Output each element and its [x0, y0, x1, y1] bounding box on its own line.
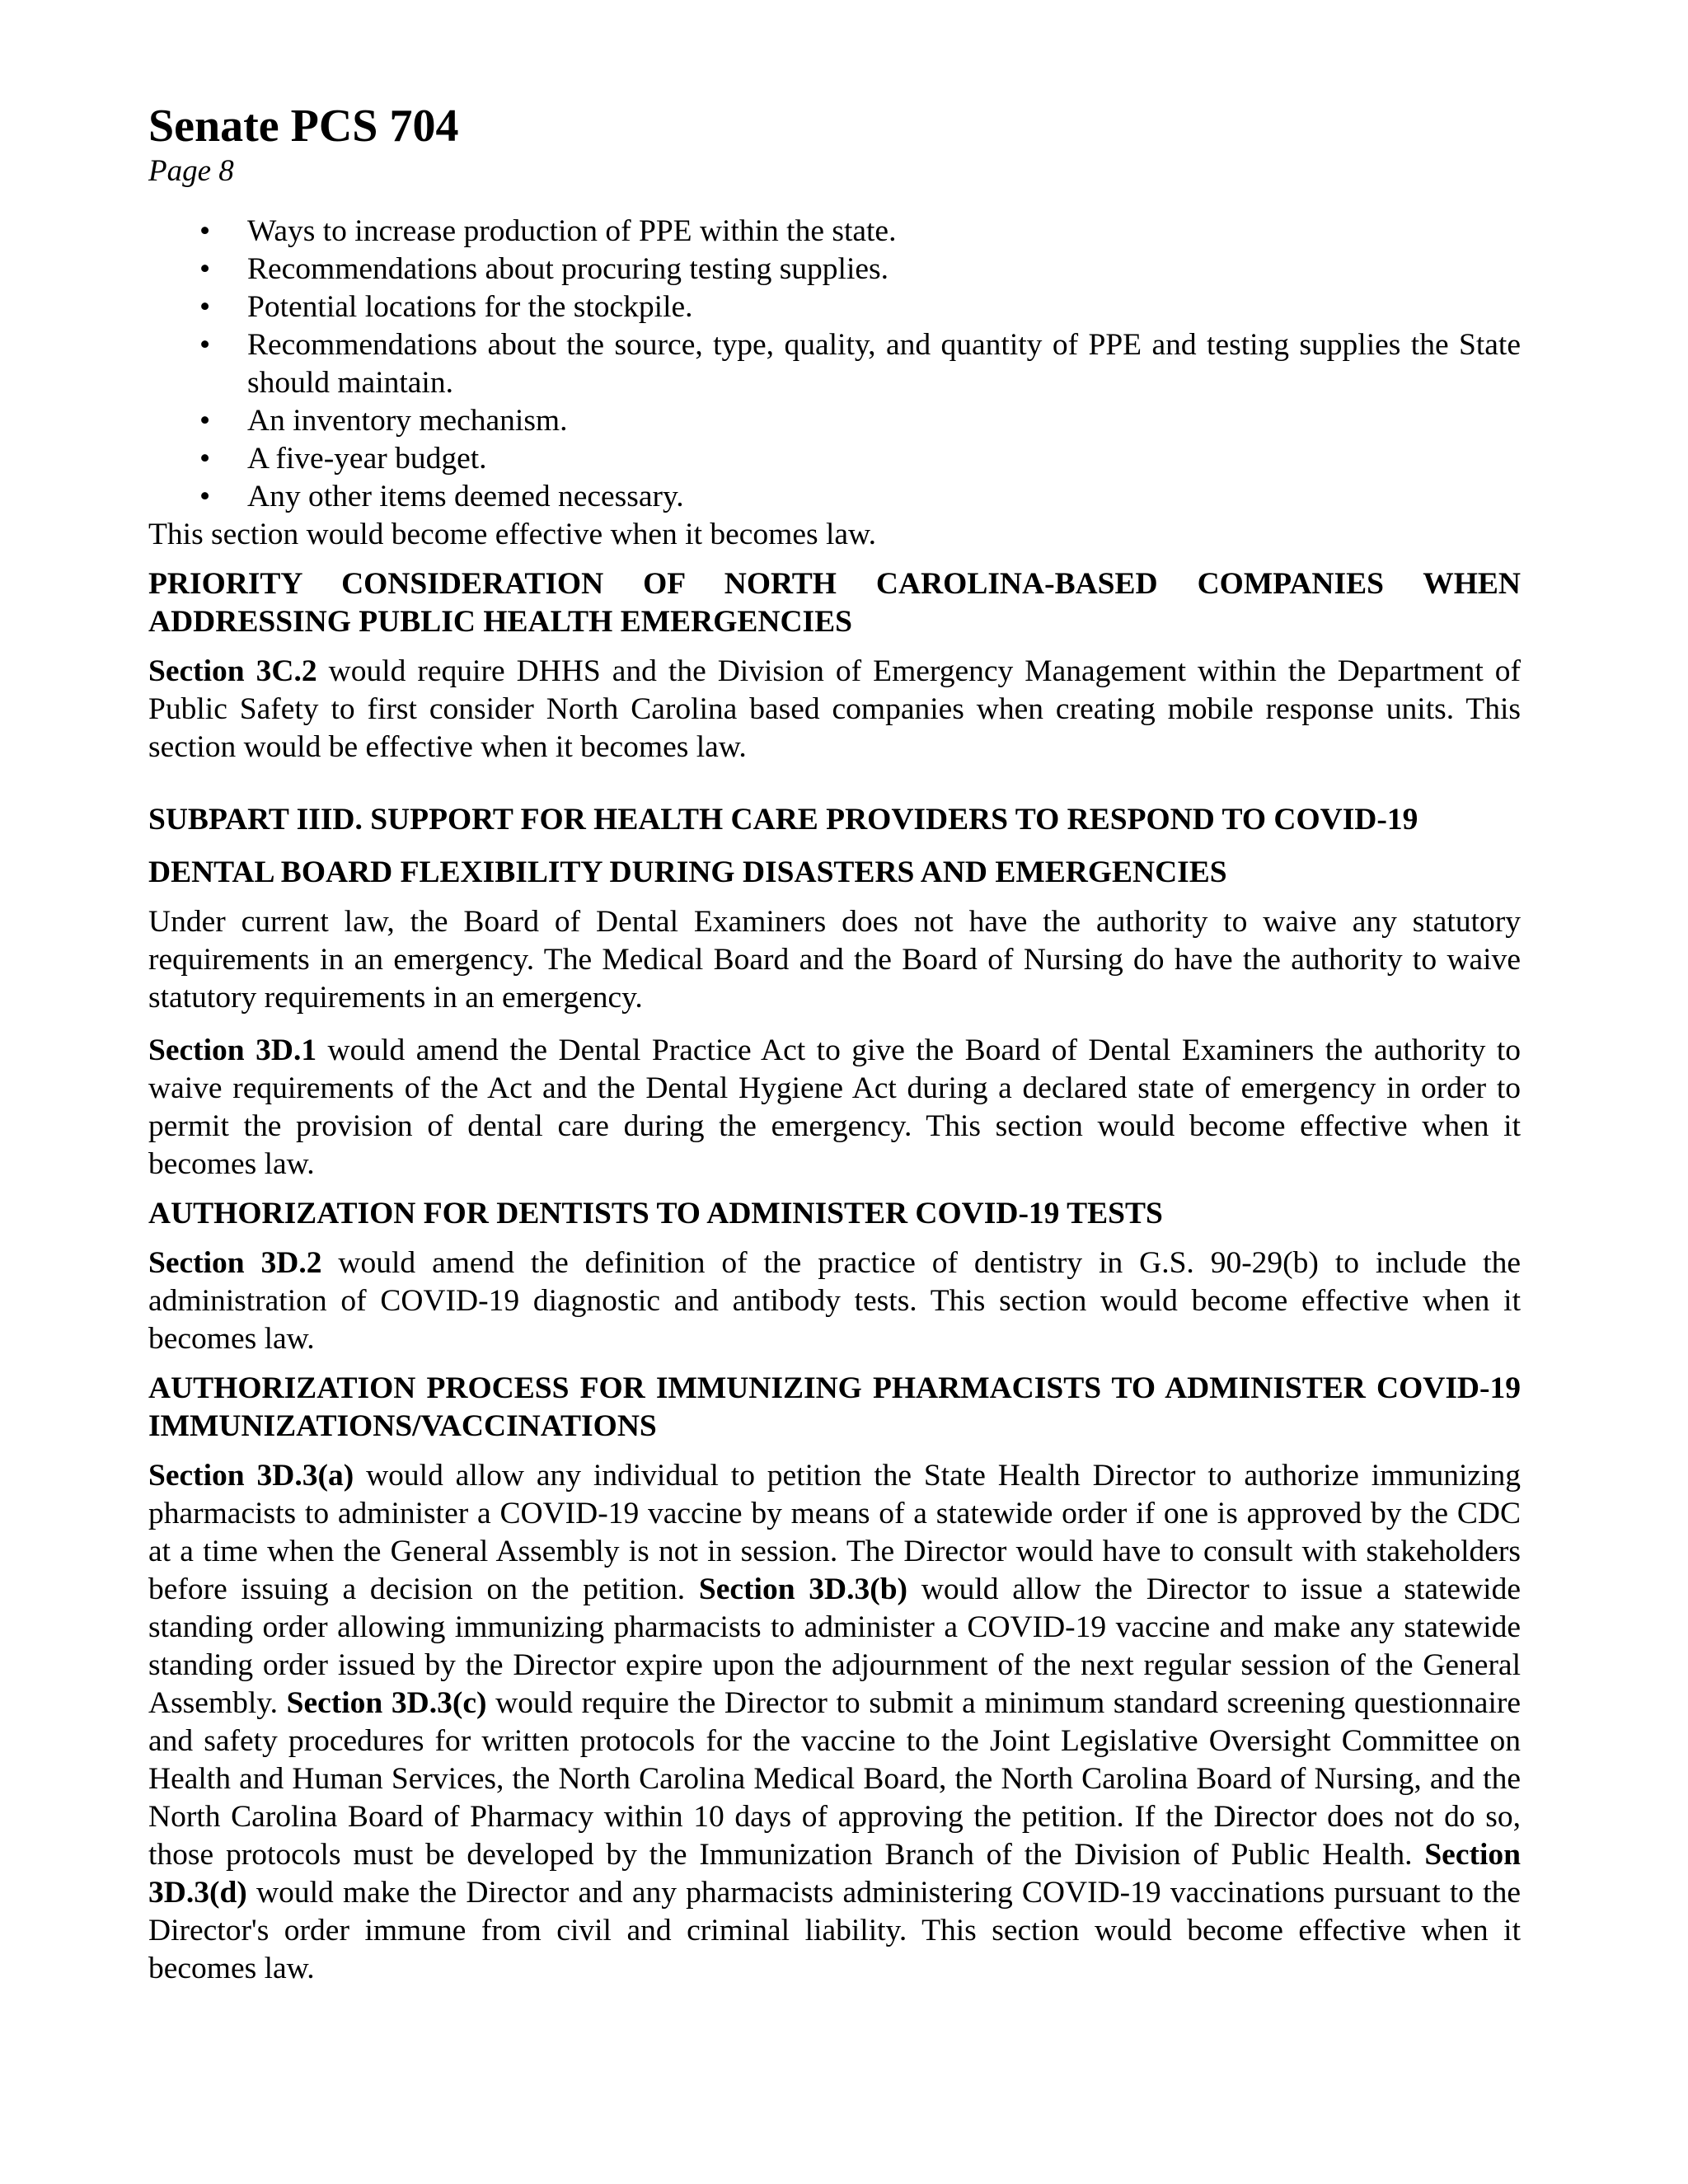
bullet-icon: •: [199, 480, 211, 513]
document-body: [148, 213, 1521, 1988]
list-item: • A five-year budget.: [148, 440, 1521, 478]
effective-note: This section would become effective when it becomes law.: [148, 518, 877, 551]
section-heading-pharmacists: AUTHORIZATION PROCESS FOR IMMUNIZING PHARMACISTS TO ADMINISTER COVID-19 IMMUNIZATIONS/VACCINATIONS: [148, 1371, 1521, 1443]
section-label: Section 3C.2: [148, 654, 317, 688]
bullet-icon: •: [199, 328, 211, 362]
section-paragraph-dentists-tests: Section 3D.2 would amend the definition of the practice of dentistry in G.S. 90-29(b) to include the administration of COVID-19 diagnostic and antibody tests. This section would become effective when it becomes law.: [148, 1246, 1521, 1356]
list-item: • Potential locations for the stockpile.: [148, 288, 1521, 326]
section-paragraph-priority: Section 3C.2 would require DHHS and the Division of Emergency Management within the Department of Public Safety to first consider North Carolina based companies when creating mobile response units. This section would be effective when it becomes law.: [148, 654, 1521, 764]
section-label: Section 3D.1: [148, 1033, 317, 1067]
subpart-heading: SUBPART IIID. SUPPORT FOR HEALTH CARE PROVIDERS TO RESPOND TO COVID-19: [148, 803, 1418, 837]
section-paragraph-dental-board: Section 3D.1 would amend the Dental Practice Act to give the Board of Dental Examiners the authority to waive requirements of the Act and the Dental Hygiene Act during a declared state of emergency in order to permit the provision of dental care during the emergency. This section would become effective when it becomes law.: [148, 1033, 1521, 1181]
bullet-icon: •: [199, 290, 211, 324]
recommendation-list: [148, 213, 1521, 516]
page-number: Page 8: [148, 154, 234, 188]
document-title: Senate PCS 704: [148, 101, 459, 152]
bullet-icon: •: [199, 252, 211, 286]
list-item: • Recommendations about the source, type, quality, and quantity of PPE and testing supplies the State should maintain.: [199, 328, 1521, 400]
section-label-c: Section 3D.3(c): [286, 1686, 487, 1720]
section-heading-priority: PRIORITY CONSIDERATION OF NORTH CAROLINA-BASED COMPANIES WHEN ADDRESSING PUBLIC HEALTH EMERGENCIES: [148, 567, 1521, 639]
bullet-icon: •: [199, 442, 211, 476]
list-item: • Ways to increase production of PPE within the state.: [148, 213, 1521, 251]
list-item: • Any other items deemed necessary.: [148, 478, 1521, 516]
list-item: • An inventory mechanism.: [148, 402, 1521, 440]
section-label-d: Section 3D.3(d): [148, 1838, 1521, 1910]
bullet-icon: •: [199, 404, 211, 438]
dental-board-intro: Under current law, the Board of Dental Examiners does not have the authority to waive any statutory requirements in an emergency. The Medical Board and the Board of Nursing do have the authority to waive statutory requirements in an emergency.: [148, 905, 1521, 1015]
document-page: [148, 99, 1521, 1988]
section-label-a: Section 3D.3(a): [148, 1459, 354, 1493]
list-item: • Recommendations about procuring testing supplies.: [148, 251, 1521, 288]
section-label-b: Section 3D.3(b): [698, 1572, 908, 1606]
section-label: Section 3D.2: [148, 1246, 322, 1280]
bullet-icon: •: [199, 214, 211, 248]
section-heading-dentists-tests: AUTHORIZATION FOR DENTISTS TO ADMINISTER COVID-19 TESTS: [148, 1197, 1163, 1230]
section-paragraph-pharmacists: Section 3D.3(a) would allow any individual to petition the State Health Director to authorize immunizing pharmacists to administer a COVID-19 vaccine by means of a statewide order if one is approved by the CDC at a time when the General Assembly is not in session. The Director would have to consult with stakeholders before issuing a decision on the petition. Section 3D.3(b) would allow the Director to issue a statewide standing order allowing immunizing pharmacists to administer a COVID-19 vaccine and make any statewide standing order issued by the Director expire upon the adjournment of the next regular session of the General Assembly. Section 3D.3(c) would require the Director to submit a minimum standard screening questionnaire and safety procedures for written protocols for the vaccine to the Joint Legislative Oversight Committee on Health and Human Services, the North Carolina Medical Board, the North Carolina Board of Nursing, and the North Carolina Board of Pharmacy within 10 days of approving the petition. If the Director does not do so, those protocols must be developed by the Immunization Branch of the Division of Public Health. Section 3D.3(d) would make the Director and any pharmacists administering COVID-19 vaccinations pursuant to the Director's order immune from civil and criminal liability. This section would become effective when it becomes law.: [148, 1459, 1521, 1985]
section-heading-dental-board: DENTAL BOARD FLEXIBILITY DURING DISASTERS AND EMERGENCIES: [148, 855, 1227, 889]
